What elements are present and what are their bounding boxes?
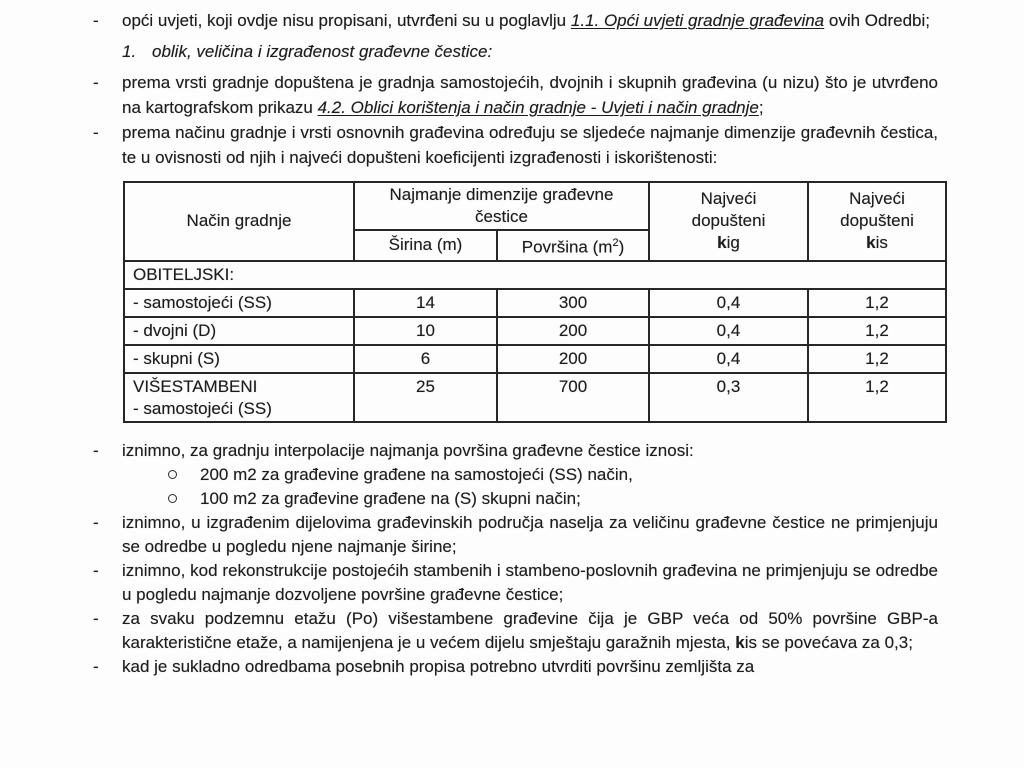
header-segment: ) — [618, 237, 625, 257]
header-cell-nacin-gradnje: Način gradnje — [124, 182, 354, 261]
header-segment: Površina (m — [521, 237, 613, 257]
table-row-visestambeni — [124, 373, 946, 422]
table-section-row — [124, 261, 946, 289]
section-label-obiteljski: OBITELJSKI: — [124, 261, 946, 289]
circle-bullet-icon — [168, 487, 200, 511]
sub-bullet-text: 200 m2 za građevine građene na samostojeći (SS) način, — [200, 464, 633, 484]
dash-bullet-icon: - — [93, 440, 99, 460]
sub-bullet-text: 100 m2 za građevine građene na (S) skupni način; — [200, 488, 581, 508]
paragraph-segment: ; — [758, 98, 764, 117]
cell-sirina: 14 — [354, 289, 497, 317]
table-row-dvojni — [124, 317, 946, 345]
table-row-skupni — [124, 345, 946, 373]
header-line — [656, 232, 801, 254]
cell-povrsina: 200 — [497, 345, 649, 373]
header-cell-najmanje-dimenzije: Najmanje dimenzije građevne čestice — [354, 182, 649, 230]
cell-kig: 0,3 — [649, 373, 808, 422]
cell-kis: 1,2 — [808, 345, 946, 373]
heading-text: oblik, veličina i izgrađenost građevne čestice: — [152, 42, 493, 61]
k-suffix: is — [875, 233, 888, 253]
bullet-item-rekonstrukcija — [93, 559, 938, 607]
paragraph-text — [122, 70, 938, 120]
paragraph-segment: ovih Odredbi; — [824, 11, 930, 30]
bullet-item-interpolacija — [93, 439, 938, 463]
sub-bullet-100m2 — [168, 487, 938, 511]
circle-bullet-icon — [168, 463, 200, 487]
bullet-item-podzemna-etaza — [93, 607, 938, 655]
cell-povrsina: 700 — [497, 373, 649, 422]
section-heading-oblik — [122, 39, 938, 64]
heading-number: 1. — [122, 42, 137, 61]
dash-bullet-icon: - — [93, 560, 99, 580]
paragraph-segment: opći uvjeti, koji ovdje nisu propisani, utvrđeni su u poglavlju — [122, 11, 571, 30]
reference-link-4-2: 4.2. Oblici korištenja i način gradnje - Uvjeti i način gradnje — [317, 98, 759, 117]
cell-name-line2: - samostojeći (SS) — [133, 398, 272, 418]
dash-bullet-icon: - — [93, 656, 99, 676]
header-line: Najveći — [700, 189, 757, 209]
paragraph-text: iznimno, u izgrađenim dijelovima građevinskih područja naselja za veličinu građevne čestice ne primjenjuju se odredbe u pogledu njene najmanje širine; — [122, 512, 938, 556]
paragraph-segment: is se povećava za 0,3; — [744, 632, 913, 652]
header-line: dopušteni — [691, 211, 766, 231]
lower-section — [93, 439, 938, 679]
k-bold: k — [735, 632, 745, 652]
paragraph-text: kad je sukladno odredbama posebnih propisa potrebno utvrditi površinu zemljišta za — [122, 656, 755, 676]
cell-sirina: 25 — [354, 373, 497, 422]
cell-sirina: 10 — [354, 317, 497, 345]
paragraph-text: prema načinu gradnje i vrsti osnovnih građevina određuju se sljedeće najmanje dimenzije građevnih čestica, te u ovisnosti od njih i najveći dopušteni koeficijenti izgrađenosti i iskorištenosti: — [122, 123, 938, 167]
dash-bullet-icon: - — [93, 11, 99, 30]
cell-kig: 0,4 — [649, 345, 808, 373]
cell-name: - dvojni (D) — [124, 317, 354, 345]
superscript-2: 2 — [612, 237, 619, 249]
paragraph-segment: prema vrsti gradnje dopuštena je gradnja samostojećih, dvojnih i skupnih građevina (u nizu) što je utvrđeno na kartografskom prikazu — [122, 73, 938, 117]
header-cell-kig — [649, 182, 808, 261]
paragraph-text: iznimno, za gradnju interpolacije najmanja površina građevne čestice iznosi: — [122, 440, 694, 460]
k-bold: k — [717, 233, 727, 253]
paragraph-text: iznimno, kod rekonstrukcije postojećih stambenih i stambeno-poslovnih građevina ne primjenjuju se odredbe u pogledu najmanje dozvoljene površine građevne čestice; — [122, 560, 938, 604]
dash-bullet-icon: - — [93, 608, 99, 628]
bullet-item-vrsta-gradnje — [93, 70, 938, 120]
cell-name — [124, 373, 354, 422]
cell-name: - samostojeći (SS) — [124, 289, 354, 317]
cell-name-line1: VIŠESTAMBENI — [133, 376, 258, 396]
paragraph-text — [122, 8, 938, 33]
bullet-item-posebni-propisi — [93, 655, 938, 679]
header-line: dopušteni — [840, 211, 914, 231]
cell-povrsina: 200 — [497, 317, 649, 345]
dash-bullet-icon: - — [93, 123, 99, 142]
cell-povrsina: 300 — [497, 289, 649, 317]
dimensions-table — [123, 181, 947, 423]
paragraph-text — [122, 607, 938, 655]
bullet-item-opci-uvjeti — [93, 8, 938, 33]
k-bold: k — [866, 233, 876, 253]
cell-kig: 0,4 — [649, 317, 808, 345]
cell-kis: 1,2 — [808, 289, 946, 317]
sub-bullet-200m2 — [168, 463, 938, 487]
bullet-item-nacin-gradnje — [93, 120, 938, 170]
dash-bullet-icon: - — [93, 512, 99, 532]
header-cell-povrsina — [497, 230, 649, 261]
cell-kis: 1,2 — [808, 317, 946, 345]
reference-link-1-1: 1.1. Opći uvjeti gradnje građevina — [570, 11, 825, 30]
header-cell-kis — [808, 182, 946, 261]
cell-kig: 0,4 — [649, 289, 808, 317]
cell-sirina: 6 — [354, 345, 497, 373]
k-suffix: ig — [726, 233, 740, 253]
bullet-item-izgradeni-dijelovi — [93, 511, 938, 559]
header-cell-sirina: Širina (m) — [354, 230, 497, 261]
table-row-samostojeci — [124, 289, 946, 317]
dash-bullet-icon: - — [93, 73, 99, 92]
header-line — [815, 232, 939, 254]
cell-name: - skupni (S) — [124, 345, 354, 373]
cell-kis: 1,2 — [808, 373, 946, 422]
dimensions-table-wrapper — [123, 181, 938, 423]
header-line: Najveći — [849, 189, 905, 209]
paragraph-segment: za svaku podzemnu etažu (Po) višestambene građevine čija je GBP veća od 50% površine GBP-a karakteristične etaže, a namijenjena je u većem dijelu smještaju garažnih mjesta, — [122, 608, 938, 652]
